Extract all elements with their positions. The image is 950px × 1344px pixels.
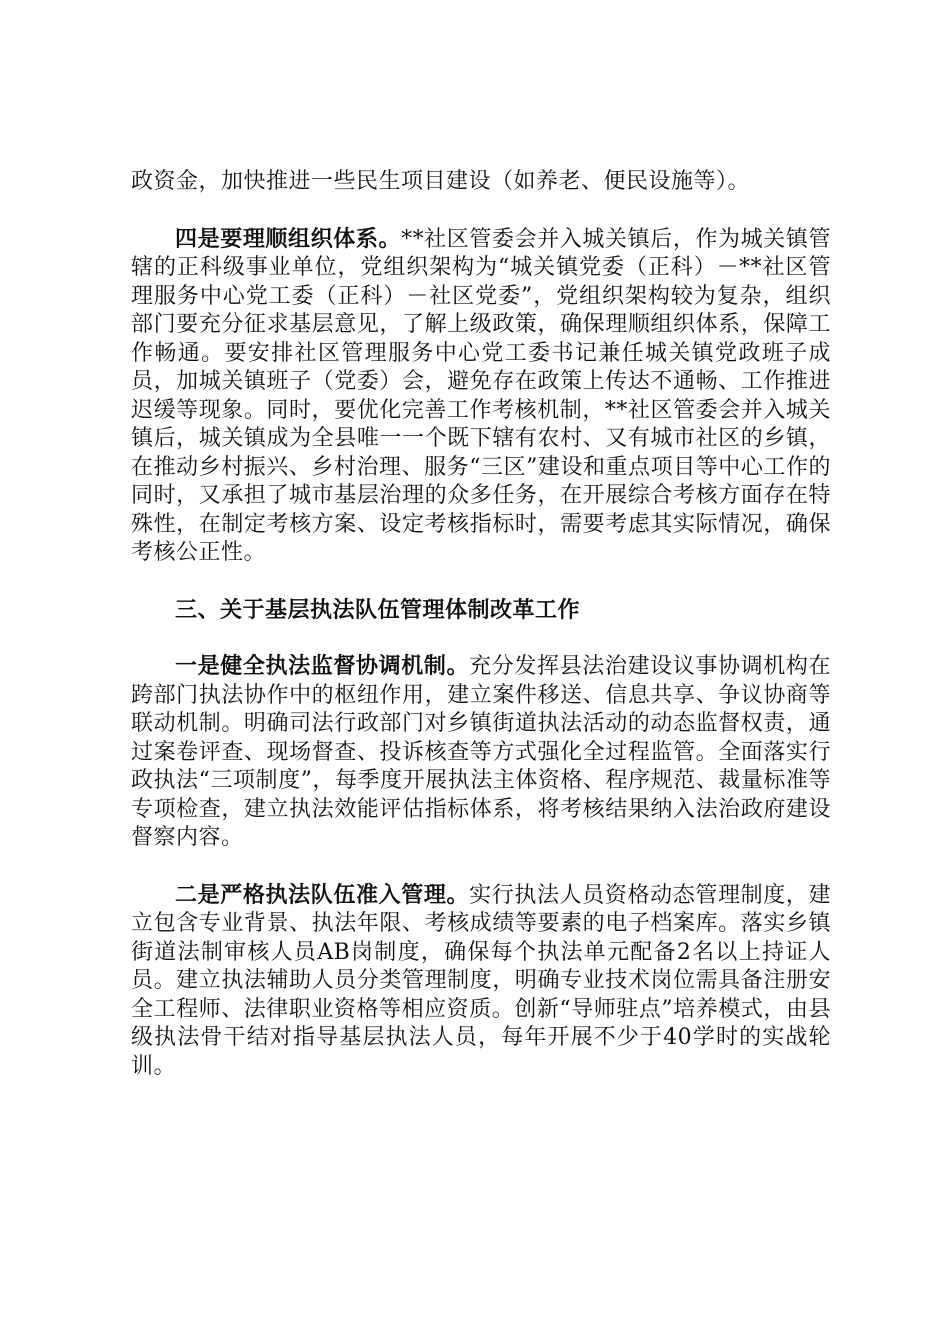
paragraph-lead: 二是严格执法队伍准入管理。 [175,881,470,908]
paragraph-access-management [131,881,831,1082]
document-page [131,168,831,1109]
section-heading: 三、关于基层执法队伍管理体制改革工作 [175,596,581,623]
paragraph-body: **社区管委会并入城关镇后，作为城关镇管辖的正科级事业单位，党组织架构为“城关镇党委（正科）－**社区管理服务中心党工委（正科）－社区党委”，党组织架构较为复杂，组织部门要充分征求基层意见，了解上级政策，确保理顺组织体系，保障工作畅通。要安排社区管理服务中心党工委书记兼任城关镇党政班子成员，加城关镇班子（党委）会，避免存在政策上传达不通畅、工作推进迟缓等现象。同时，要优化完善工作考核机制，**社区管委会并入城关镇后，城关镇成为全县唯一一个既下辖有农村、又有城市社区的乡镇，在推动乡村振兴、乡村治理、服务“三区”建设和重点项目等中心工作的同时，又承担了城市基层治理的众多任务，在开展综合考核方面存在特殊性，在制定考核方案、设定考核指标时，需要考虑其实际情况，确保考核公正性。 [131,226,831,565]
continuation-paragraph [131,168,831,197]
continuation-text: 政资金，加快推进一些民生项目建设（如养老、便民设施等）。 [131,169,751,194]
paragraph-body: 实行执法人员资格动态管理制度，建立包含专业背景、执法年限、考核成绩等要素的电子档案库。落实乡镇街道法制审核人员AB岗制度，确保每个执法单元配备2名以上持证人员。建立执法辅助人员分类管理制度，明确专业技术岗位需具备注册安全工程师、法律职业资格等相应资质。创新“导师驻点”培养模式，由县级执法骨干结对指导基层执法人员，每年开展不少于40学时的实战轮训。 [131,882,831,1079]
paragraph-supervision-mechanism [131,652,831,853]
paragraph-lead: 一是健全执法监督协调机制。 [175,653,470,679]
paragraph-body: 充分发挥县法治建设议事协调机构在跨部门执法协作中的枢纽作用，建立案件移送、信息共享、争议协商等联动机制。明确司法行政部门对乡镇街道执法活动的动态监督权责，通过案卷评查、现场督查、投诉核查等方式强化全过程监管。全面落实行政执法“三项制度”，每季度开展执法主体资格、程序规范、裁量标准等专项检查，建立执法效能评估指标体系，将考核结果纳入法治政府建设督察内容。 [131,654,831,850]
paragraph-lead: 四是要理顺组织体系。 [175,225,402,252]
paragraph-organization-system [131,225,831,568]
